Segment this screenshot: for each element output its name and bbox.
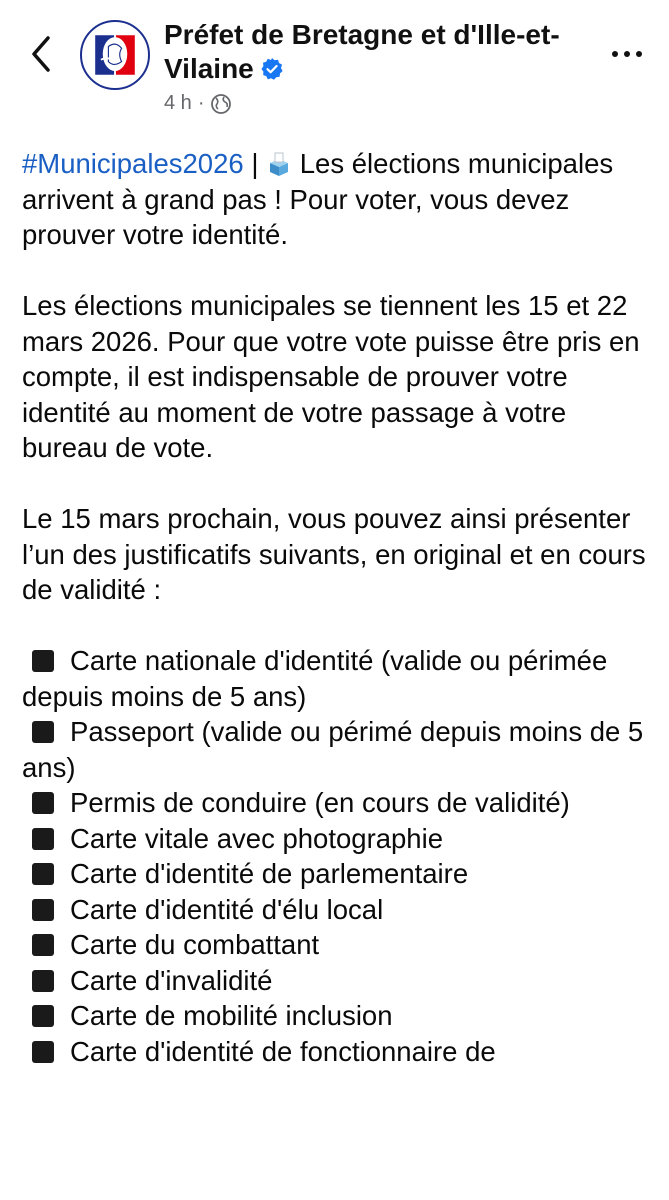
list-item: Permis de conduire (en cours de validité) [22, 785, 652, 821]
list-item: Carte de mobilité inclusion [22, 998, 652, 1034]
post-header [0, 0, 669, 130]
back-chevron-icon[interactable] [22, 32, 62, 76]
square-bullet-icon [32, 899, 54, 921]
square-bullet-icon [32, 792, 54, 814]
square-bullet-icon [32, 828, 54, 850]
prefecture-logo [82, 22, 148, 88]
globe-icon [210, 93, 232, 115]
list-item: Carte nationale d'identité (valide ou périmée depuis moins de 5 ans) [22, 645, 608, 712]
ballot-box-icon [266, 151, 292, 177]
post-time[interactable]: 4 h [164, 92, 192, 114]
list-item: Carte d'identité d'élu local [22, 892, 652, 928]
list-item: Carte d'identité de parlementaire [22, 856, 652, 892]
page-name-text[interactable]: Préfet de Bretagne et d'Ille-et-Vilaine [164, 19, 560, 84]
post-meta [164, 92, 232, 115]
square-bullet-icon [32, 934, 54, 956]
square-bullet-icon [32, 970, 54, 992]
post-paragraph-dates: Les élections municipales se tiennent les 15 et 22 mars 2026. Pour que votre vote puisse être pris en compte, il est indispensable de prouver votre identité au moment de votre passage à votre bureau de vote. [22, 290, 640, 463]
hashtag-link[interactable]: #Municipales2026 [22, 148, 244, 179]
intro-separator: | [243, 148, 267, 179]
meta-separator: · [197, 92, 205, 114]
list-item: Carte du combattant [22, 927, 652, 963]
post-paragraph-documents: Le 15 mars prochain, vous pouvez ainsi présenter l’un des justificatifs suivants, en original et en cours de validité : [22, 503, 646, 605]
page-avatar[interactable] [80, 20, 150, 90]
verified-badge-icon [260, 57, 284, 81]
documents-list [22, 643, 652, 1069]
square-bullet-icon [32, 1041, 54, 1063]
list-item: Carte d'identité de fonctionnaire de [22, 1034, 652, 1070]
list-item: Carte d'invalidité [22, 963, 652, 999]
post-body [22, 146, 652, 1069]
more-icon[interactable] [607, 44, 647, 64]
page-name[interactable] [164, 18, 564, 86]
square-bullet-icon [32, 1005, 54, 1027]
list-item: Passeport (valide ou périmé depuis moins de 5 ans) [22, 716, 644, 783]
square-bullet-icon [32, 650, 54, 672]
square-bullet-icon [32, 721, 54, 743]
post-paragraph-intro [22, 146, 652, 253]
intro-text: Les élections municipales arrivent à grand pas ! Pour voter, vous devez prouver votre identité. [22, 148, 614, 250]
square-bullet-icon [32, 863, 54, 885]
list-item: Carte vitale avec photographie [22, 821, 652, 857]
